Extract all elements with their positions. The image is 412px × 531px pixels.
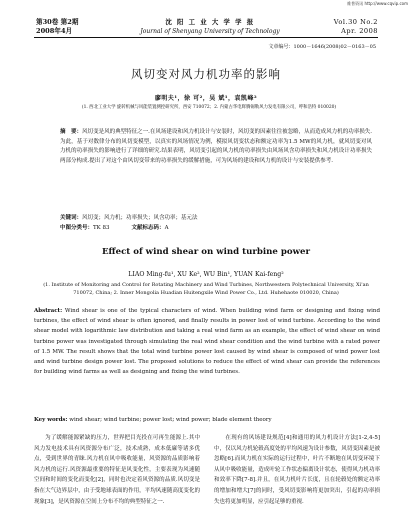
body-text-left: 为了缓解能源紧缺的压力，世界把目光投在可再生能源上.其中风力发电技术具有风资源分布广泛，技术成熟，成本低廉等诸多优点，受到世界的青睐.风力机在风中吸收能量，风资源的品质影响着风力机的运行.风资源最重要的特征是风变化性，主要表现为风速随空间和时间的变化而变化[2]，同时也决定着风资源的品质.风切变是指在大气边界层中，由于受地球表面的作用，平均风速随高度变化的现象[3]，是风资源在空间上分布不均的典型特征之一. xyxy=(34,435,200,505)
abstract-en xyxy=(34,306,380,377)
header-right xyxy=(334,18,378,36)
watermark: 维普资讯 http://www.cqvip.com xyxy=(347,1,408,6)
journal-name-en: Journal of Shenyang University of Technology xyxy=(140,28,280,35)
keywords-zh xyxy=(60,214,372,223)
keywords-text-en: wind shear; wind turbine; power lost; wind power; blade element theory xyxy=(69,417,272,423)
authors-zh: 廖明夫¹，徐 可²，吴 斌¹，袁凯峰² xyxy=(154,95,258,102)
keywords-label-en: Key words: xyxy=(34,417,68,423)
abstract-zh xyxy=(60,128,372,166)
body-text-right: 在现有的风场建设规范[4]和通用的风力机设计方法[1-2,4-5]中，仅以风力机轮毂高度处的平均风速为设计参数，风切变因素是被忽略[6].而风力机在实际的运行过程中，叶片不断地在风切变环境下从风中吸收能量，造成叶轮工作状态偏离设计状态，使得风力机功率和效率下降[7-8].并且，在风力机叶片长度，且在轮毂处的额定功率的增加和增大[7]的同时，受风切变影响将更加突出，引起的功率损失也将更加明显，应引起足够的重视. xyxy=(214,435,380,505)
header-center xyxy=(120,18,300,36)
volume-en: Vol.30 No.2 xyxy=(333,18,378,26)
date-en: Apr. 2008 xyxy=(341,27,378,35)
header-rule xyxy=(34,37,378,38)
header-left xyxy=(36,18,78,36)
keywords-en xyxy=(34,416,380,425)
abstract-label-zh: 摘 要： xyxy=(60,129,83,135)
keywords-text-zh: 风切变；风力机；功率损失；风含功率；基元法 xyxy=(82,215,198,221)
title-en: Effect of wind shear on wind turbine power xyxy=(102,247,310,257)
doc-code-label: 文献标志码： xyxy=(131,225,165,231)
date-zh: 2008年4月 xyxy=(36,27,73,35)
affiliation-en: (1. Institute of Monitoring and Control for Rotating Machinery and Wind Turbines, Northwestern Polytechnical University, Xi'an 710072, China; 2. Inner Mongolia Huadian Huitengxile Wind Power Co., Ltd. Huhehaote 010020, China) xyxy=(43,282,369,296)
keywords-label-zh: 关键词： xyxy=(60,215,83,221)
affiliation-zh: (1. 西北工业大学 旋转机械与风能装置测控研究所，西安 710072；2. 内蒙古华电辉腾锡勒风力发电有限公司，呼和浩特 010020) xyxy=(81,105,337,110)
title-zh: 风切变对风力机功率的影响 xyxy=(131,67,281,81)
abstract-label-en: Abstract: xyxy=(34,308,63,314)
body-column-right xyxy=(214,433,380,507)
volume-zh: 第30卷 第2期 xyxy=(36,18,79,26)
clc-value: TK 83 xyxy=(93,225,110,231)
abstract-text-en: Wind shear is one of the typical characters of wind. When building wind farm or designing and fixing wind turbines, the effect of wind shear is often ignored, and finally results in power lost of wind turbine. According to the wind shear model with logarithmic law distribution and taking a real wind farm as an example, the effect of wind shear on wind turbine power was investigated through simulating the real wind shear condition and the wind turbine with a rated power of 1.5 MW. The result shows that the total wind turbine power lost caused by wind shear is composed of wind power lost and wind turbine design power lost. The proposed solutions to reduce the effect of wind shear can provide the references for building wind farms as well as designing and fixing the wind turbines. xyxy=(34,308,380,376)
article-number: 文章编号：1000－1646(2008)02－0163－05 xyxy=(268,44,376,50)
classification-line xyxy=(60,224,372,233)
authors-en: LIAO Ming-fu¹, XU Ke², WU Bin¹, YUAN Kai-feng² xyxy=(128,271,284,278)
abstract-text-zh: 风切变是风的典型特征之一.在风场建设和风力机设计与安装时，风切变的因素往往被忽略，从而造成风力机的功率损失.为此，基于对数律分布的风切变模型，以真实的风场情况为例，模拟风切变状态和额定功率为1.5 MW的风力机，就风切变对风力机的功率损失的影响进行了详细的研究.结果表明，风切变引起的风力机的功率损失由风场风含功率损失和风力机设计功率损失两部分构成.提出了对这个由风切变带来的功率损失的缓解措施，可为风场的建设和风力机的设计与安装提供参考. xyxy=(60,129,372,164)
clc-label: 中图分类号： xyxy=(60,225,94,231)
body-column-left xyxy=(34,433,200,507)
doc-code-value: A xyxy=(164,225,169,231)
journal-name-zh: 沈 阳 工 业 大 学 学 报 xyxy=(165,18,255,26)
